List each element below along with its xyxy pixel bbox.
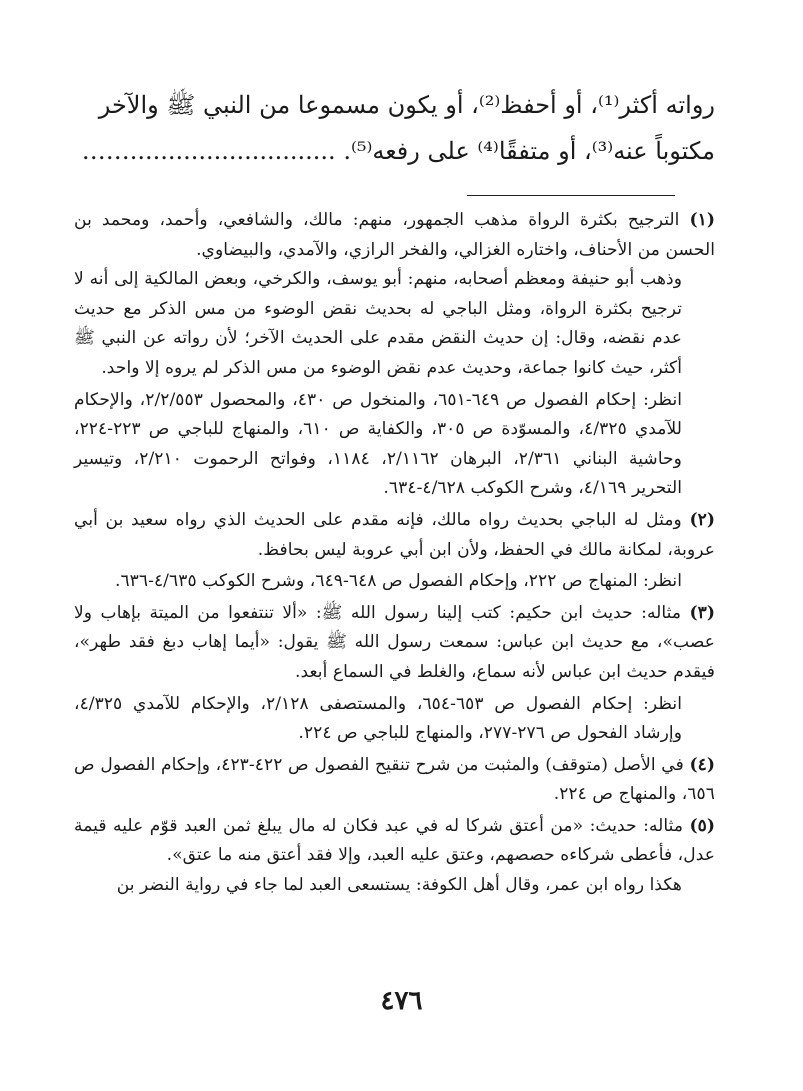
footnote-2-line-1 xyxy=(74,506,715,565)
footnote-text: الترجيح بكثرة الرواة مذهب الجمهور، منهم: مالك، والشافعي، وأحمد، ومحمد بن الحسن من الأحناف، واختاره الغزالي، والفخر الرازي، والآمدي، والبيضاوي. xyxy=(74,210,715,260)
footnote-number: (٤) xyxy=(689,754,715,775)
footnote-text: مثاله: حديث ابن حكيم: كتب إلينا رسول الله ﷺ: «ألا تنتفعوا من الميتة بإهاب ولا عصب»، مع حديث ابن عباس: سمعت رسول الله ﷺ يقول: «أيما إهاب دبغ فقد طهر»، فيقدم حديث ابن عباس لأنه سماع، والغلط في السماع أبعد. xyxy=(74,602,715,682)
footnote-text: ومثل له الباجي بحديث رواه مالك، فإنه مقدم على الحديث الذي رواه سعيد بن أبي عروبة، لمكانة مالك في الحفظ، ولأن ابن أبي عروبة ليس بحافظ. xyxy=(74,509,715,560)
footnote-4 xyxy=(74,751,715,810)
footnote-1-ref: انظر: إحكام الفصول ص ٦٤٩-٦٥١، والمنخول ص ٤٣٠، والمحصول ٢/٢/٥٥٣، والإحكام للآمدي ٤/٣٢٥، والمسوّدة ص ٣٠٥، والكفاية ص ٦١٠، والمنهاج للباجي ص ٢٢٣-٢٢٤، وحاشية البناني ٢/٣٦١، البرهان ٢/١١٦٢، ١١٨٤، وفواتح الرحموت ٢/٢١٠، وتيسير التحرير ٤/١٦٩، وشرح الكوكب ٤/٦٢٨-٦٣٤. xyxy=(74,389,683,499)
footnote-number: (١) xyxy=(689,210,716,230)
main-text xyxy=(74,82,715,174)
footnote-4-line-1 xyxy=(74,751,715,810)
footnote-2 xyxy=(74,506,715,597)
footnote-5-line-1 xyxy=(74,812,715,871)
footnote-number: (٢) xyxy=(689,509,715,530)
footnote-3 xyxy=(74,599,715,749)
footnote-text: في الأصل (متوقف) والمثبت من شرح تنقيح الفصول ص ٤٢٢-٤٢٣، وإحكام الفصول ص ٦٥٦، والمنهاج ص ٢٢٤. xyxy=(74,754,715,805)
footnote-3-line-1 xyxy=(74,599,715,688)
footnote-3-ref: انظر: إحكام الفصول ص ٦٥٣-٦٥٤، والمستصفى ٢/١٢٨، والإحكام للآمدي ٤/٣٢٥، وإرشاد الفحول ص ٢٧٦-٢٧٧، والمنهاج للباجي ص ٢٢٤. xyxy=(74,693,682,744)
footnote-text: مثاله: حديث: «من أعتق شركا له في عبد فكان له مال يبلغ ثمن العبد قوّم عليه قيمة عدل، فأعطى شركاءه حصصهم، وعتق عليه العبد، وإلا فقد أعتق منه ما عتق». xyxy=(74,815,715,866)
footnote-separator xyxy=(467,195,675,196)
footnotes xyxy=(74,206,715,903)
footnote-1 xyxy=(74,206,715,504)
footnote-2-ref: انظر: المنهاج ص ٢٢٢، وإحكام الفصول ص ٦٤٨-٦٤٩، وشرح الكوكب ٤/٦٣٥-٦٣٦. xyxy=(114,571,682,592)
page-number: ٤٧٦ xyxy=(380,986,423,1016)
ellipsis-dots: ...........................…… xyxy=(81,137,336,165)
main-text-line-2 xyxy=(74,128,715,174)
main-text-line-2-text: مكتوباً عنه⁽³⁾، أو متفقًا⁽⁴⁾ على رفعه⁽⁵⁾. xyxy=(343,137,715,165)
footnote-5-line-2: هكذا رواه ابن عمر، وقال أهل الكوفة: يستسعى العبد لما جاء في رواية النضر بن xyxy=(116,875,682,896)
footnote-number: (٥) xyxy=(689,815,715,836)
footnote-1-line-1 xyxy=(74,206,715,265)
footnote-1-line-2: وذهب أبو حنيفة ومعظم أصحابه، منهم: أبو يوسف، والكرخي، وبعض المالكية إلى أنه لا ترجيح بكثرة الرواة، ومثل الباجي له بحديث نقض الوضوء من مس الذكر مع حديث عدم نقضه، وقال: إن حديث النقض مقدم على الحديث الآخر؛ لأن رواته عن النبي ﷺ أكثر، حيث كانوا جماعة، وحديث عدم نقض الوضوء من مس الذكر لم يروه إلا واحد. xyxy=(74,269,682,378)
main-text-line-1: رواته أكثر⁽¹⁾، أو أحفظ⁽²⁾، أو يكون مسموعا من النبي ﷺ والآخر xyxy=(98,91,715,119)
footnote-number: (٣) xyxy=(689,602,715,623)
footnote-5 xyxy=(74,812,715,901)
